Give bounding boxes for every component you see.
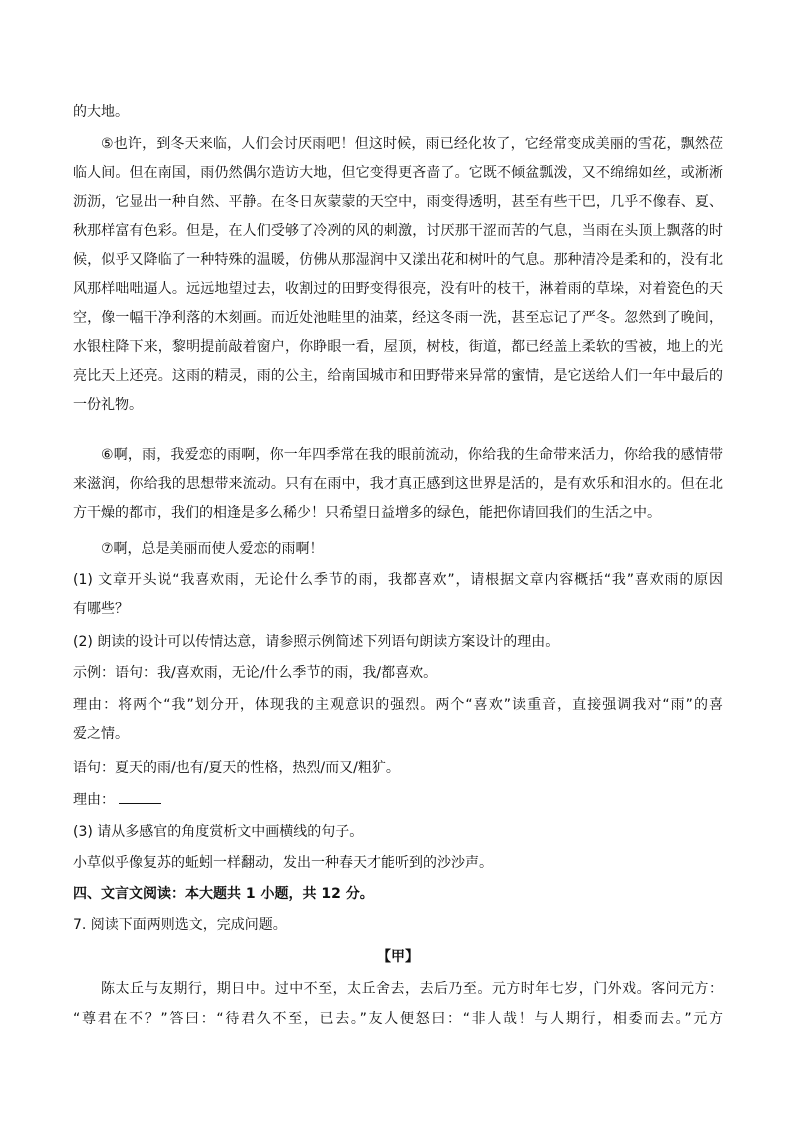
paragraph-7: ⑦啊，总是美丽而使人爱恋的雨啊！ [101,541,324,557]
example-reason-line: 理由：将两个“我”划分开，体现我的主观意识的强烈。两个“喜欢”读重音，直接强调我对“雨”的喜 [73,697,723,713]
reason-label: 理由： [73,792,115,808]
paragraph-5-line: 亮比天上还亮。这雨的精灵，雨的公主，给南国城市和田野带来异常的蜜情，是它送给人们一年中最后的 [73,368,723,384]
paragraph-5-line: 一份礼物。 [73,397,143,413]
paragraph-5-line: 沥沥，它显出一种自然、平静。在冬日灰蒙蒙的天空中，雨变得透明，甚至有些干巴，几乎不像春、夏、 [73,194,723,210]
paragraph-5-line: 风那样咄咄逼人。远远地望过去，收割过的田野变得很亮，没有叶的枝干，淋着雨的草垛，对着瓷色的天 [73,281,723,297]
example-sentence: 示例：语句：我/喜欢雨，无论/什么季节的雨，我/都喜欢。 [73,665,438,681]
paragraph-6-line: 来滋润，你给我的思想带来流动。只有在雨中，我才真正感到这世界是活的，是有欢乐和泪水的。但在北 [73,476,723,492]
paragraph-5-line: 秋那样富有色彩。但是，在人们受够了冷冽的风的刺激，讨厌那干涩而苦的气息，当雨在头顶上飘落的时 [73,223,723,239]
paragraph-5-line: 空，像一幅干净利落的木刻画。而近处池畦里的油菜，经这冬雨一洗，甚至忘记了严冬。忽然到了晚间， [73,310,723,326]
paragraph-5-line: ⑤也许，到冬天来临，人们会讨厌雨吧！但这时候，雨已经化妆了，它经常变成美丽的雪花，飘然莅 [101,136,723,152]
section-heading: 四、文言文阅读：本大题共 1 小题，共 12 分。 [73,886,374,902]
paragraph-4-tail: 的大地。 [73,104,129,120]
example-reason-line: 爱之情。 [73,726,129,742]
paragraph-5-line: 临人间。但在南国，雨仍然偶尔造访大地，但它变得更吝啬了。它既不倾盆瓢泼，又不绵绵如丝，或淅淅 [73,165,723,181]
paragraph-6-line: ⑥啊，雨，我爱恋的雨啊，你一年四季常在我的眼前流动，你给我的生命带来活力，你给我的感情带 [101,447,723,463]
classical-text-line: 陈太丘与友期行，期日中。过中不至，太丘舍去，去后乃至。元方时年七岁，门外戏。客问元方： [101,981,723,997]
paragraph-5-line: 候，似乎又降临了一种特殊的温暖，仿佛从那湿润中又漾出花和树叶的气息。那种清冷是柔和的，没有北 [73,252,723,268]
question-7: 7. 阅读下面两则选文，完成问题。 [73,917,287,933]
paragraph-6-line: 方干燥的都市，我们的相逢是多么稀少！只希望日益增多的绿色，能把你请回我们的生活之中。 [73,505,661,521]
question-2: (2) 朗读的设计可以传情达意，请参照示例简述下列语句朗读方案设计的理由。 [73,634,560,650]
classical-text-line: “尊君在不？”答曰：“待君久不至，已去。”友人便怒曰：“非人哉！与人期行，相委而去。”元方 [73,1011,723,1027]
question-1-line: 有哪些？ [73,601,129,617]
paragraph-5-line: 水银柱降下来，黎明提前敲着窗户，你睁眼一看，屋顶，树枝，街道，都已经盖上柔软的雪被，地上的光 [73,339,723,355]
question-3: (3) 请从多感官的角度赏析文中画横线的句子。 [73,824,364,840]
question-1-line: (1) 文章开头说“我喜欢雨，无论什么季节的雨，我都喜欢”，请根据文章内容概括“我”喜欢雨的原因 [73,572,723,588]
answer-blank[interactable] [119,789,161,804]
underlined-sentence: 小草似乎像复苏的蚯蚓一样翻动，发出一种春天才能听到的沙沙声。 [73,855,493,871]
reason-answer-row [73,786,723,814]
passage-jia-title: 【甲】 [377,949,419,965]
target-sentence: 语句：夏天的雨/也有/夏天的性格，热烈/而又/粗犷。 [73,760,400,776]
